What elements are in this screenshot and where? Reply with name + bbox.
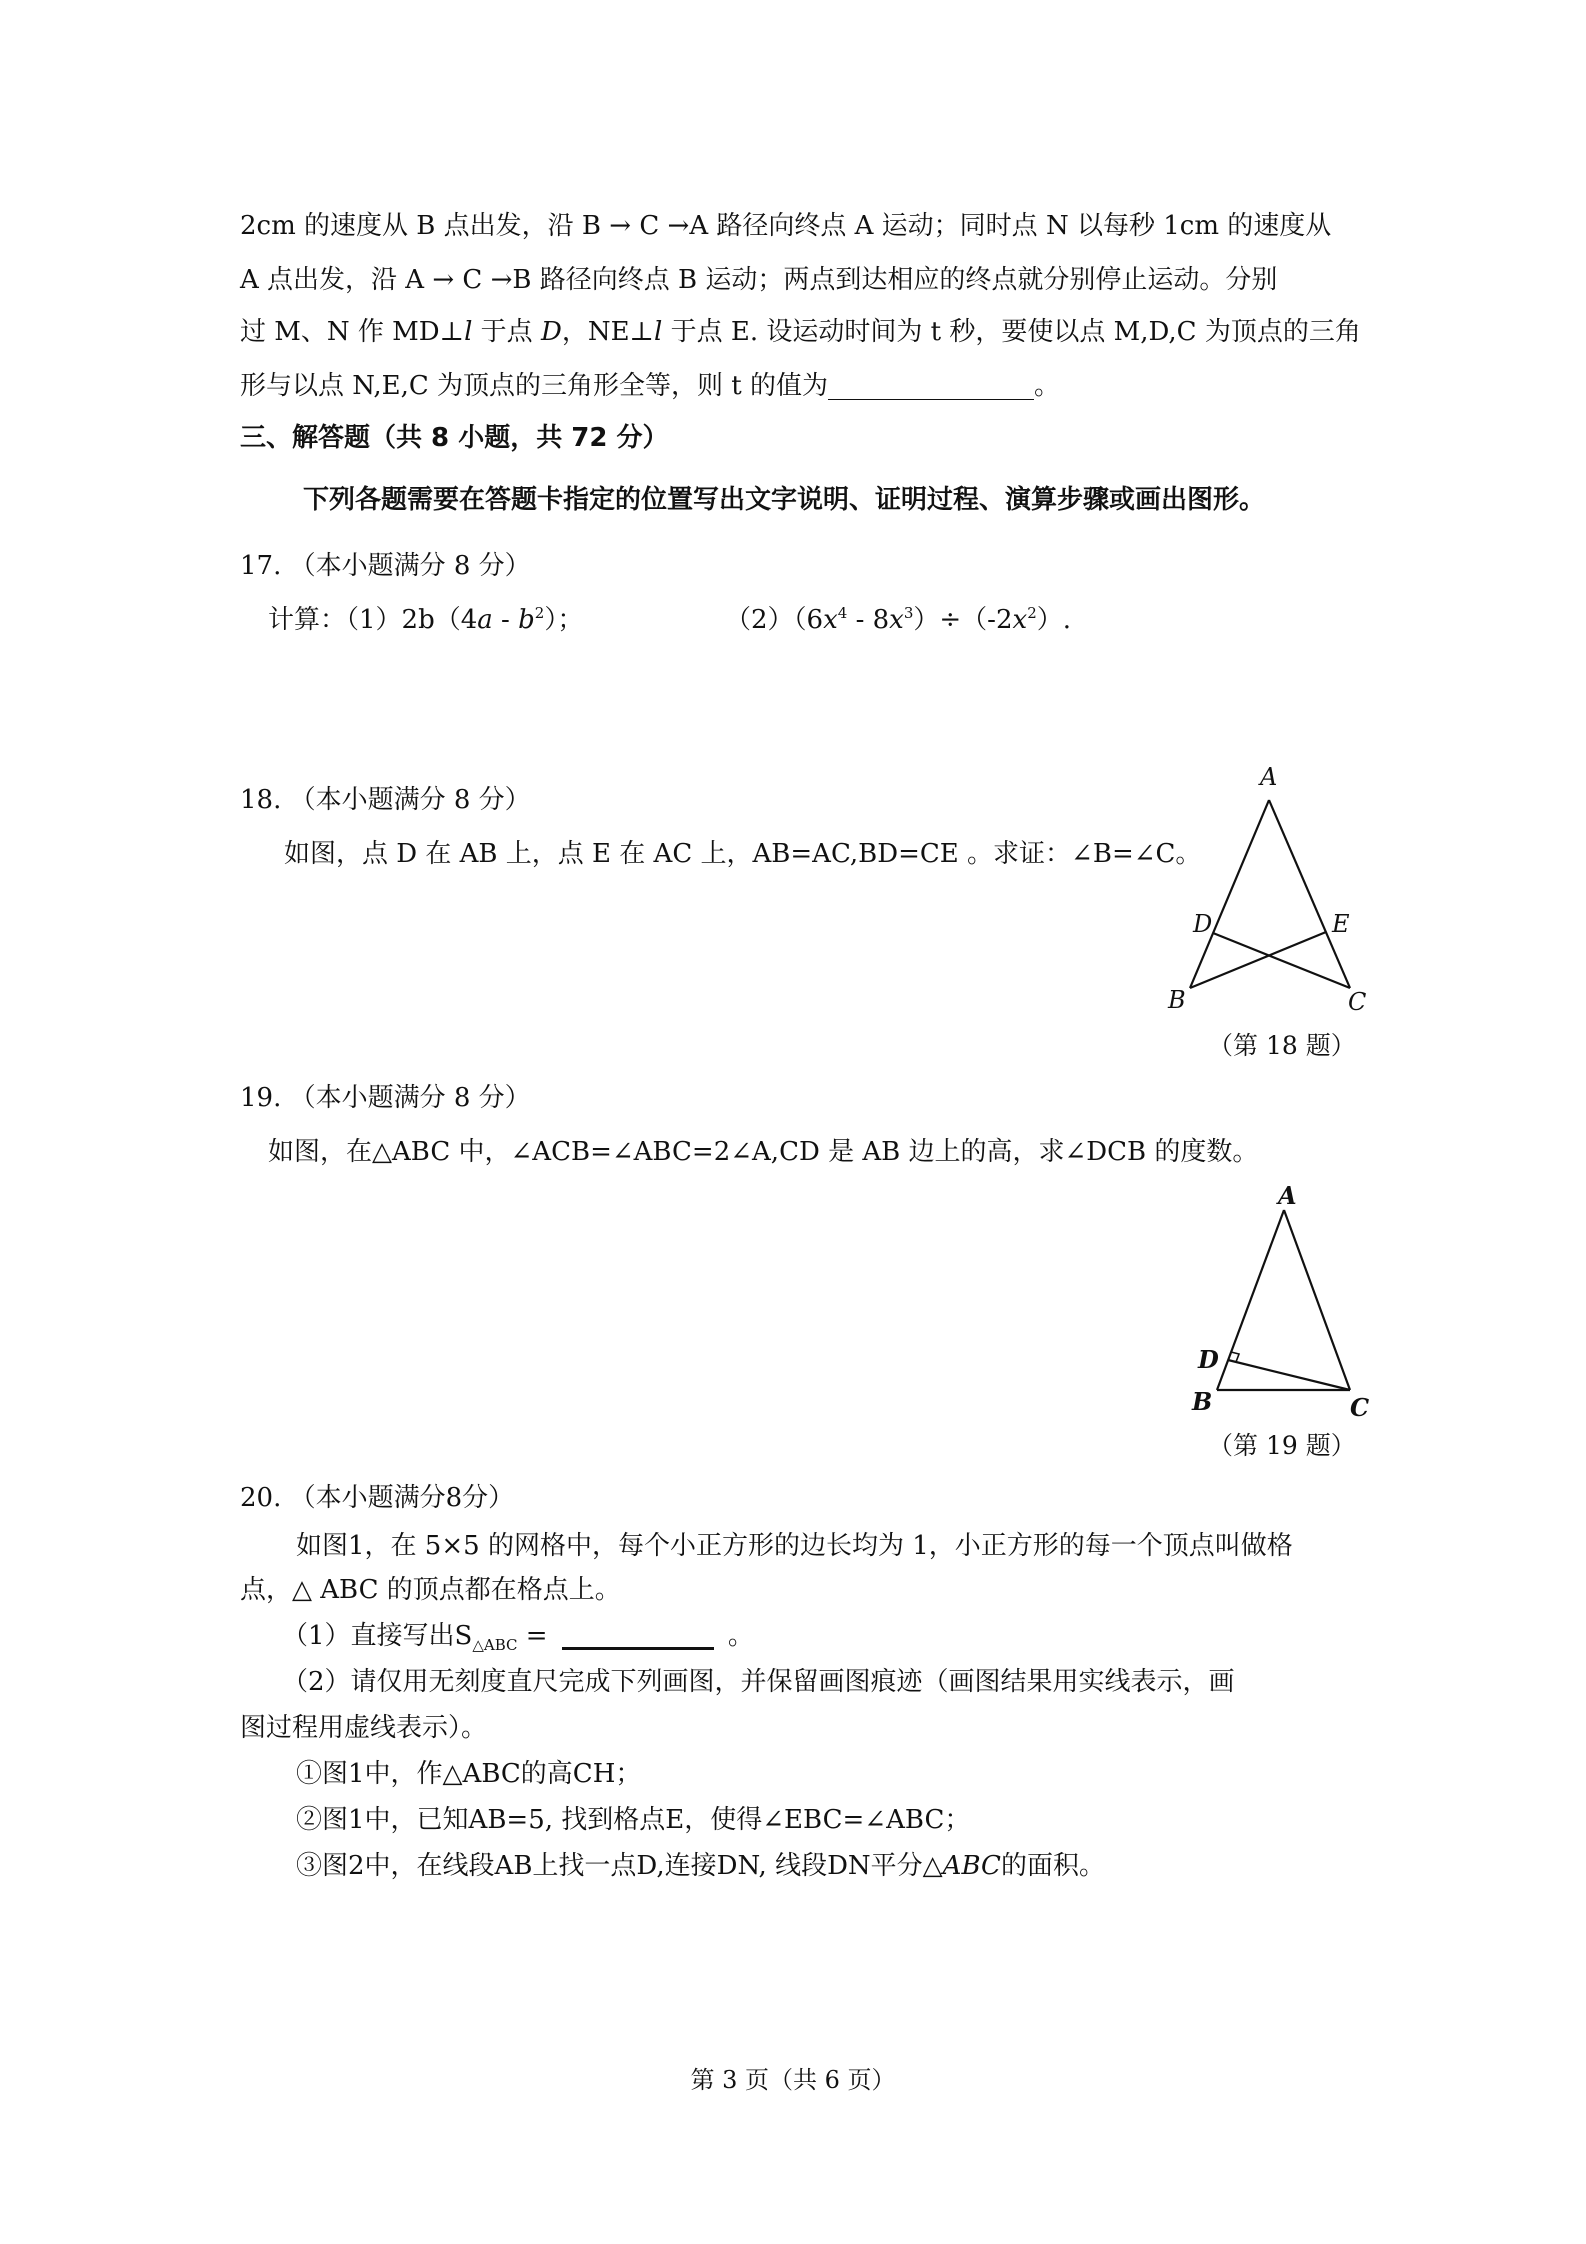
var-abc: ABC [942, 1851, 1001, 1881]
q16-line3-a: 过 M、N 作 MD⊥ [240, 317, 465, 347]
q20-line1: 如图1，在 5×5 的网格中，每个小正方形的边长均为 1，小正方形的每一个顶点叫做格 [296, 1531, 1293, 1561]
label-a: A [1278, 1181, 1297, 1210]
q20-part1 [282, 1618, 754, 1654]
var-x: x [823, 605, 838, 635]
q17-part2 [725, 602, 1071, 638]
q19-header: 19. （本小题满分 8 分） [240, 1083, 531, 1113]
q16-line2 [240, 262, 1277, 298]
q16-line4-end: 。 [1034, 371, 1061, 401]
q17-part2-end: ）. [1036, 605, 1071, 635]
arrow-right-icon: → [490, 265, 513, 295]
q16-line4-a: 形与以点 N,E,C 为顶点的三角形全等，则 t 的值为 [240, 371, 828, 401]
exponent: 2 [534, 604, 545, 622]
label-b: B [1168, 986, 1186, 1014]
q20-item3-b: 的面积。 [1000, 1851, 1105, 1881]
var-b: b [518, 605, 535, 635]
q20-header: 20. （本小题满分8分） [240, 1483, 515, 1513]
var-l: l [654, 317, 663, 347]
var-l: l [464, 317, 473, 347]
q17-part2-start: （2）（6 [725, 605, 824, 635]
label-a: A [1260, 763, 1278, 791]
label-b: B [1192, 1387, 1213, 1416]
q20-part1-end: 。 [727, 1621, 754, 1651]
var-x: x [1012, 605, 1028, 635]
exponent: 4 [837, 604, 848, 622]
section-title: 三、解答题（共 8 小题，共 72 分） [240, 423, 669, 453]
q17-minus: - [492, 605, 519, 635]
answer-blank[interactable] [562, 1621, 714, 1650]
caption-19: （第 19 题） [1208, 1431, 1356, 1460]
q20-part1-label: （1）直接写出S [282, 1621, 473, 1651]
label-d: D [1193, 910, 1213, 938]
caption-18: （第 18 题） [1208, 1031, 1356, 1060]
q17-part1-end: ）； [544, 605, 584, 635]
q17-header: 17. （本小题满分 8 分） [240, 551, 531, 581]
triangle-figure-18 [1160, 760, 1380, 1020]
arrow-right-icon: → [667, 211, 690, 241]
label-d: D [1198, 1345, 1219, 1374]
q20-item2: ②图1中，已知AB=5, 找到格点E，使得∠EBC=∠ABC； [296, 1805, 971, 1835]
q16-line1-b: C [631, 211, 668, 241]
label-e: E [1332, 910, 1350, 938]
q20-part1-eq: = [517, 1621, 556, 1651]
q20-item3-a: ③图2中，在线段AB上找一点D,连接DN, 线段DN平分△ [296, 1851, 943, 1881]
side-ac [1284, 1210, 1350, 1390]
exponent: 2 [1027, 604, 1037, 622]
side-ab [1217, 1210, 1284, 1390]
exponent: 3 [903, 604, 914, 622]
answer-blank[interactable] [828, 373, 1034, 400]
arrow-right-icon: → [432, 265, 455, 295]
figure-18 [1160, 760, 1380, 1020]
arrow-right-icon: → [609, 211, 632, 241]
q16-line2-c: B 路径向终点 B 运动；两点到达相应的终点就分别停止运动。分别 [512, 265, 1278, 295]
label-c: C [1350, 1393, 1370, 1420]
var-d: D [540, 317, 562, 347]
subscript: △ABC [472, 1636, 518, 1654]
figure-19 [1180, 1180, 1390, 1420]
q16-line4 [240, 368, 1060, 404]
triangle-figure-19 [1180, 1180, 1390, 1420]
q20-item3 [296, 1848, 1105, 1884]
label-c: C [1348, 988, 1367, 1016]
q16-line3-e: 于点 E. 设运动时间为 t 秒，要使以点 M,D,C 为顶点的三角 [662, 317, 1361, 347]
q19-text: 如图，在△ABC 中，∠ACB=∠ABC=2∠A,CD 是 AB 边上的高，求∠DCB 的度数。 [268, 1137, 1259, 1167]
section-instruction: 下列各题需要在答题卡指定的位置写出文字说明、证明过程、演算步骤或画出图形。 [303, 485, 1266, 515]
q17-mid: - 8 [847, 605, 890, 635]
q20-item1: ①图1中，作△ABC的高CH； [296, 1759, 642, 1789]
q16-line3-b: 于点 [472, 317, 541, 347]
q16-line3 [240, 314, 1361, 350]
q17-calc [268, 602, 583, 638]
q16-line1-c: A 路径向终点 A 运动；同时点 N 以每秒 1cm 的速度从 [689, 211, 1332, 241]
page-footer: 第 3 页（共 6 页） [690, 2066, 896, 2094]
q16-line1 [240, 208, 1331, 244]
q20-part2-line1: （2）请仅用无刻度直尺完成下列画图，并保留画图痕迹（画图结果用实线表示，画 [282, 1667, 1235, 1697]
q16-line1-a: 2cm 的速度从 B 点出发，沿 B [240, 211, 610, 241]
var-x: x [889, 605, 904, 635]
q20-line2: 点，△ ABC 的顶点都在格点上。 [240, 1575, 621, 1605]
q16-line3-c: ，NE⊥ [561, 317, 654, 347]
altitude-cd [1228, 1360, 1350, 1390]
q16-line2-a: A 点出发，沿 A [240, 265, 433, 295]
q16-line2-b: C [454, 265, 491, 295]
q17-calc-label: 计算：（1）2b（4 [268, 605, 478, 635]
q18-text: 如图，点 D 在 AB 上，点 E 在 AC 上，AB=AC,BD=CE 。求证：∠B=∠C。 [284, 839, 1202, 869]
q20-part2-line2: 图过程用虚线表示）。 [240, 1713, 488, 1743]
q17-div: ）÷（-2 [913, 605, 1013, 635]
var-a: a [477, 605, 493, 635]
q18-header: 18. （本小题满分 8 分） [240, 785, 531, 815]
